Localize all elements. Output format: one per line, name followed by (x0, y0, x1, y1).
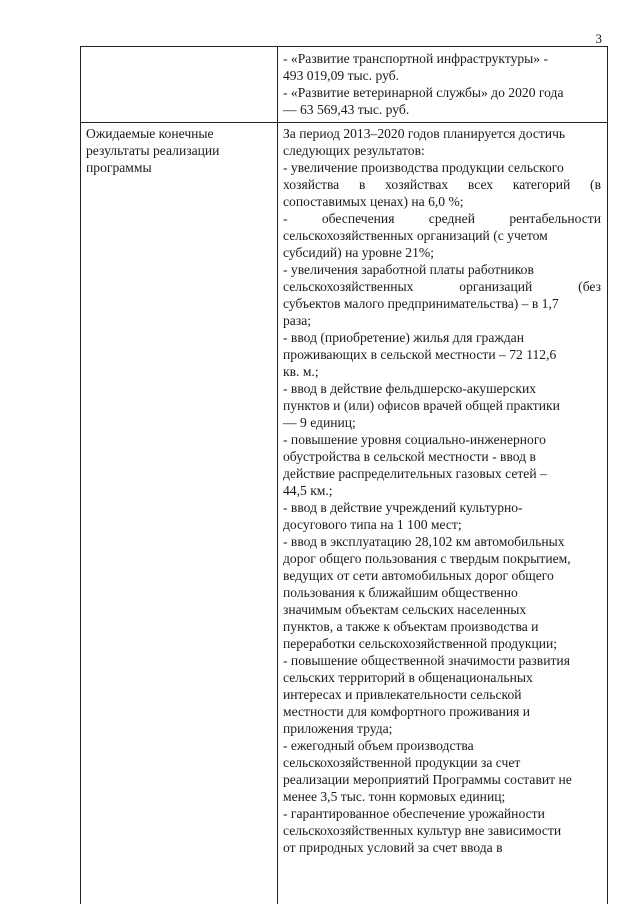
text-line: - увеличения заработной платы работников (283, 262, 534, 277)
text-line: следующих результатов: (283, 143, 425, 158)
text-line: — 9 единиц; (283, 415, 356, 430)
label-line: Ожидаемые конечные (86, 126, 214, 141)
text-line: ведущих от сети автомобильных дорог общего (283, 568, 554, 583)
column-divider (277, 47, 278, 904)
text-line: кв. м.; (283, 364, 319, 379)
text-line: обустройства в сельской местности - ввод в (283, 449, 536, 464)
text-line: субсидий) на уровне 21%; (283, 245, 435, 260)
text-line: сельскохозяйственных культур вне зависимости (283, 823, 562, 838)
text-line: За период 2013–2020 годов планируется достичь (283, 126, 566, 141)
text-line: - ввод в эксплуатацию 28,102 км автомобильных (283, 534, 565, 549)
label-line: результаты реализации (86, 143, 220, 158)
text-line: пунктов, а также к объектам производства и (283, 619, 539, 634)
text-line: субъектов малого предпринимательства) – в 1,7 (283, 296, 559, 311)
text-line: - ежегодный объем производства (283, 738, 474, 753)
program-passport-table (80, 46, 608, 904)
funding-subprograms-cell (283, 50, 601, 118)
text-line: - ввод (приобретение) жилья для граждан (283, 330, 524, 345)
text-line: сельскохозяйственных организаций (без (283, 279, 601, 294)
text-line: менее 3,5 тыс. тонн кормовых единиц; (283, 789, 506, 804)
text-line: хозяйства в хозяйствах всех категорий (в (283, 177, 601, 192)
text-line: - увеличение производства продукции сельского (283, 160, 564, 175)
text-line: пользования к ближайшим общественно (283, 585, 518, 600)
text-line: - обеспечения средней рентабельности (283, 211, 601, 226)
text-line: 44,5 км.; (283, 483, 333, 498)
text-line: проживающих в сельской местности – 72 112,6 (283, 347, 557, 362)
text-line: местности для комфортного проживания и (283, 704, 531, 719)
text-line: значимым объектам сельских населенных (283, 602, 527, 617)
text-line: сопоставимых ценах) на 6,0 %; (283, 194, 464, 209)
text-line: - гарантированное обеспечение урожайности (283, 806, 545, 821)
text-line: приложения труда; (283, 721, 393, 736)
text-line: досугового типа на 1 100 мест; (283, 517, 462, 532)
text-line: - ввод в действие фельдшерско-акушерских (283, 381, 537, 396)
text-line: - «Развитие ветеринарной службы» до 2020 года (283, 85, 564, 100)
text-line: сельских территорий в общенациональных (283, 670, 533, 685)
expected-results-label-cell (86, 125, 272, 176)
text-line: — 63 569,43 тыс. руб. (283, 102, 410, 117)
text-line: от природных условий за счет ввода в (283, 840, 503, 855)
text-line: пунктов и (или) офисов врачей общей практики (283, 398, 560, 413)
label-line: программы (86, 160, 152, 175)
row-divider (81, 122, 607, 123)
expected-results-content-cell (283, 125, 601, 856)
text-line: сельскохозяйственных организаций (с учетом (283, 228, 548, 243)
text-line: сельскохозяйственной продукции за счет (283, 755, 521, 770)
text-line: - повышение общественной значимости развития (283, 653, 570, 668)
text-line: - повышение уровня социально-инженерного (283, 432, 546, 447)
text-line: переработки сельскохозяйственной продукции; (283, 636, 558, 651)
text-line: реализации мероприятий Программы составит не (283, 772, 572, 787)
text-line: - «Развитие транспортной инфраструктуры» - (283, 51, 549, 66)
text-line: - ввод в действие учреждений культурно- (283, 500, 523, 515)
page-number: 3 (595, 31, 602, 46)
text-line: действие распределительных газовых сетей – (283, 466, 547, 481)
text-line: интересах и привлекательности сельской (283, 687, 522, 702)
text-line: дорог общего пользования с твердым покрытием, (283, 551, 571, 566)
text-line: 493 019,09 тыс. руб. (283, 68, 400, 83)
text-line: раза; (283, 313, 312, 328)
